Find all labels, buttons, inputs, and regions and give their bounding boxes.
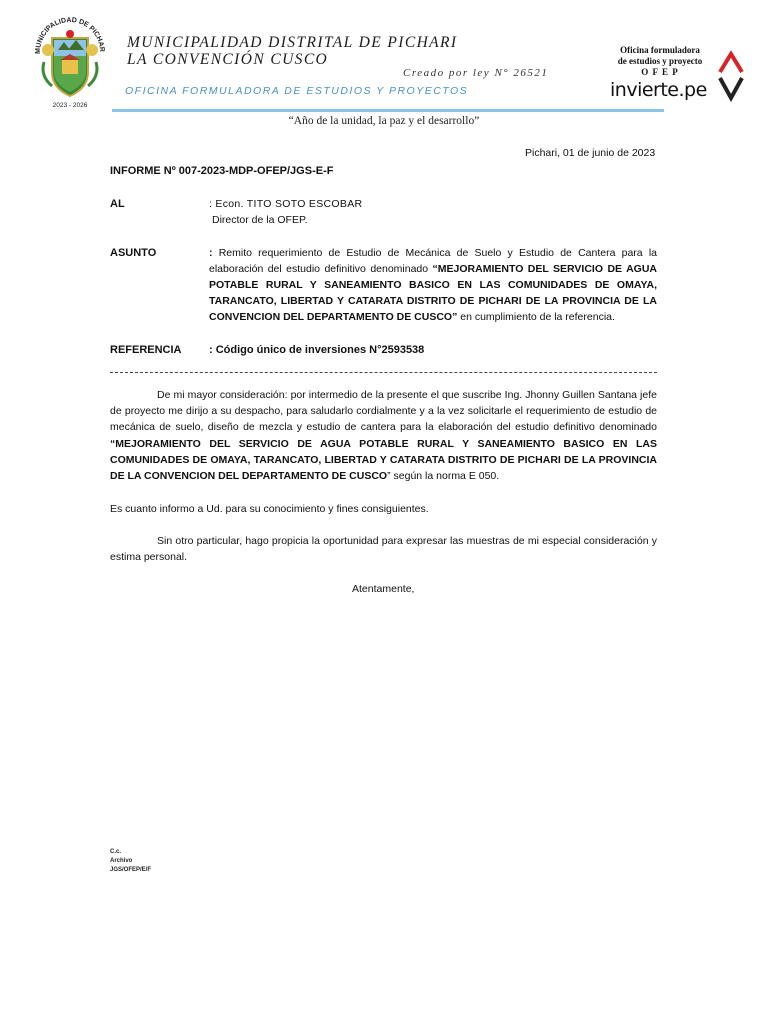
subject-line-2	[209, 261, 657, 277]
to-position: Director de la OFEP.	[212, 214, 308, 226]
ofep-line-3: O F E P	[641, 67, 679, 77]
subject-line-5	[209, 309, 615, 325]
subject-label: ASUNTO	[110, 247, 157, 259]
subject-line-1-text: Remito requerimiento de Estudio de Mecánica de Suelo y Estudio de Cantera para la	[218, 247, 658, 259]
invierte-logo-text: invierte.pe	[610, 79, 707, 101]
ofep-line-2: de estudios y proyecto	[617, 56, 703, 66]
subject-line-1	[209, 245, 657, 261]
body-p1-line-1: De mi mayor consideración: por intermedio de la presente el que suscribe Ing. Jhonny Guillen Santana jefe	[157, 389, 657, 401]
subject-line-5-bold: CONVENCION DEL DEPARTAMENTO DE CUSCO”	[209, 311, 458, 323]
body-p1-line-6-text: ” según la norma E 050.	[387, 470, 500, 482]
body-p1-line-6-bold: DE LA CONVENCION DEL DEPARTAMENTO DE CUSCO	[110, 470, 388, 482]
to-label: AL	[110, 198, 125, 210]
ofep-line-1: Oficina formuladora	[620, 45, 700, 55]
seal-years: 2023 - 2026	[52, 102, 88, 109]
municipality-seal	[30, 10, 110, 110]
municipality-name: MUNICIPALIDAD DISTRITAL DE PICHARI	[127, 34, 458, 51]
body-p3-line-2: estima personal.	[110, 551, 188, 563]
year-motto: “Año de la unidad, la paz y el desarrollo”	[288, 115, 480, 127]
subject-line-2-text: elaboración del estudio definitivo denominado	[209, 263, 433, 275]
subject-line-5-text: en cumplimiento de la referencia.	[457, 311, 615, 323]
reference-label: REFERENCIA	[110, 344, 182, 356]
header-rule	[112, 109, 664, 112]
subject-line-3: POTABLE RURAL Y SANEAMIENTO BASICO EN LAS COMUNIDADES DE OMAYA,	[209, 279, 657, 291]
place-date: Pichari, 01 de junio de 2023	[525, 147, 656, 159]
body-p1-line-3: mecánica de suelo, diseño de mezcla y estudio de cantera para la elaboración del estudio definitivo denominado	[110, 421, 657, 433]
invierte-logo-icon	[716, 48, 746, 104]
separator-dashes	[110, 372, 657, 381]
subject-line-4: TARANCATO, LIBERTAD Y CATARATA DISTRITO DE PICHARI DE LA PROVINCIA DE LA	[209, 295, 657, 307]
cc-label: C.c.	[110, 849, 122, 855]
report-number: INFORME Nº 007-2023-MDP-OFEP/JGS-E-F	[110, 165, 334, 177]
subject-line-2-bold: “MEJORAMIENTO DEL SERVICIO DE AGUA	[432, 263, 657, 275]
body-p3-line-1: Sin otro particular, hago propicia la oportunidad para expresar las muestras de mi especial consideración y	[157, 535, 657, 547]
municipality-location: LA CONVENCIÓN CUSCO	[127, 51, 329, 68]
body-paragraph-2: Es cuanto informo a Ud. para su conocimiento y fines consiguientes.	[110, 503, 429, 515]
seal-top-text: MUNICIPALIDAD DE PICHAR	[34, 16, 106, 55]
closing: Atentamente,	[352, 583, 415, 595]
creation-law: Creado por ley N° 26521	[403, 67, 549, 79]
body-p1-line-2: de proyecto me dirijo a su despacho, para saludarlo cordialmente y a la vez solicitarle el requerimiento de estudio de	[110, 405, 657, 417]
subject-colon: :	[209, 247, 219, 259]
body-p1-line-4: “MEJORAMIENTO DEL SERVICIO DE AGUA POTABLE RURAL Y SANEAMIENTO BASICO EN LAS	[110, 438, 657, 450]
reference-value: : Código único de inversiones N°2593538	[209, 344, 425, 356]
to-recipient: : Econ. TITO SOTO ESCOBAR	[209, 198, 363, 210]
office-name: OFICINA FORMULADORA DE ESTUDIOS Y PROYECTOS	[125, 85, 469, 97]
body-p1-line-5: COMUNIDADES DE OMAYA, TARANCATO, LIBERTAD Y CATARATA DISTRITO DE PICHARI DE LA PROVINCIA	[110, 454, 657, 466]
cc-initials: JGS/OFEP/E/F	[110, 867, 152, 873]
body-p1-line-6	[110, 468, 499, 484]
cc-archive: Archivo	[110, 858, 133, 864]
